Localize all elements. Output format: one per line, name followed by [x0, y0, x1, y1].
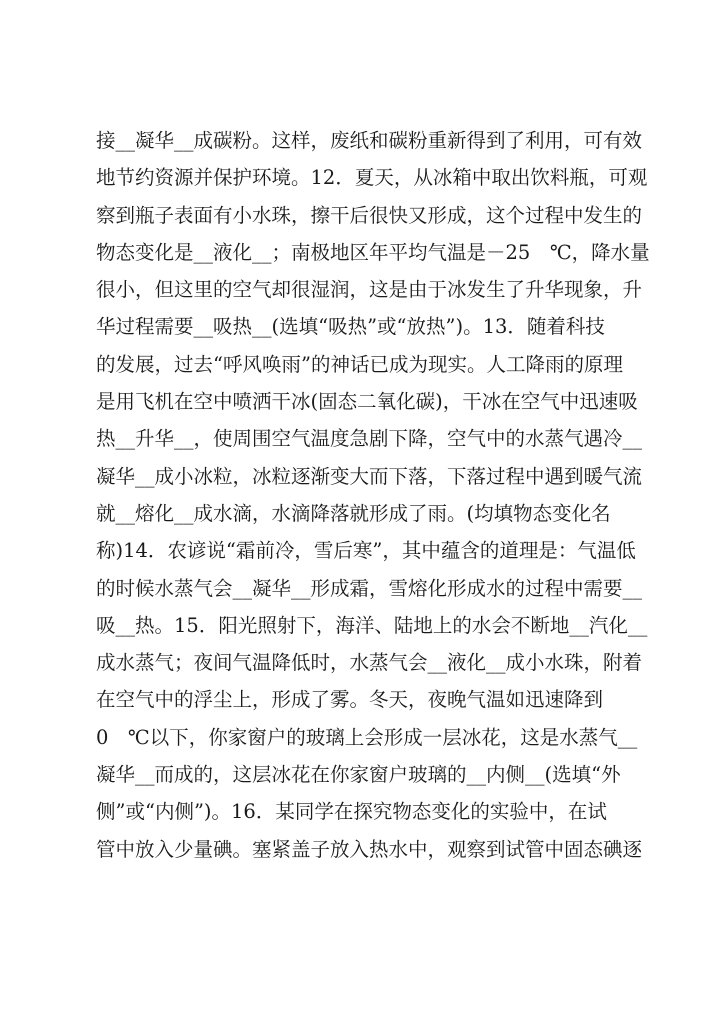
- text-line: 热__升华__，使周围空气温度急剧下降，空气中的水蒸气遇冷__: [96, 427, 643, 451]
- text-line: 地节约资源并保护环境。12．夏天，从冰箱中取出饮料瓶，可观: [96, 166, 648, 190]
- text-line: 华过程需要__吸热__(选填“吸热”或“放热”)。13．随着科技: [96, 315, 605, 339]
- text-line: 在空气中的浮尘上，形成了雾。冬天，夜晚气温如迅速降到: [96, 688, 604, 712]
- text-line: 侧”或“内侧”)。16．某同学在探究物态变化的实验中，在试: [96, 800, 607, 824]
- text-line: 物态变化是__液化__；南极地区年平均气温是－25 ℃，降水量: [96, 240, 650, 264]
- text-line: 察到瓶子表面有小水珠，擦干后很快又形成，这个过程中发生的: [96, 203, 643, 227]
- text-line: 是用飞机在空中喷洒干冰(固态二氧化碳)，干冰在空气中迅速吸: [96, 390, 638, 414]
- text-line: 管中放入少量碘。塞紧盖子放入热水中，观察到试管中固态碘逐: [96, 837, 643, 861]
- text-line: 凝华__而成的，这层冰花在你家窗户玻璃的__内侧__(选填“外: [96, 763, 621, 787]
- text-line: 的发展，过去“呼风唤雨”的神话已成为现实。人工降雨的原理: [96, 352, 623, 376]
- text-line: 吸__热。15．阳光照射下，海洋、陆地上的水会不断地__汽化__: [96, 613, 648, 637]
- text-line: 凝华__成小冰粒，冰粒逐渐变大而下落，下落过程中遇到暖气流: [96, 464, 643, 488]
- text-line: 很小，但这里的空气却很湿润，这是由于冰发生了升华现象，升: [96, 278, 643, 302]
- text-line: 接__凝华__成碳粉。这样，废纸和碳粉重新得到了利用，可有效: [96, 129, 643, 152]
- text-line: 称)14．农谚说“霜前冷，雪后寒”，其中蕴含的道理是：气温低: [96, 539, 636, 563]
- text-line: 成水蒸气；夜间气温降低时，水蒸气会__液化__成小水珠，附着: [96, 651, 643, 675]
- text-line: 0 ℃以下，你家窗户的玻璃上会形成一层冰花，这是水蒸气__: [96, 725, 638, 749]
- text-line: 就__熔化__成水滴，水滴降落就形成了雨。(均填物态变化名: [96, 501, 611, 525]
- body-text: [96, 122, 650, 868]
- text-line: 的时候水蒸气会__凝华__形成霜，雪熔化形成水的过程中需要__: [96, 576, 643, 600]
